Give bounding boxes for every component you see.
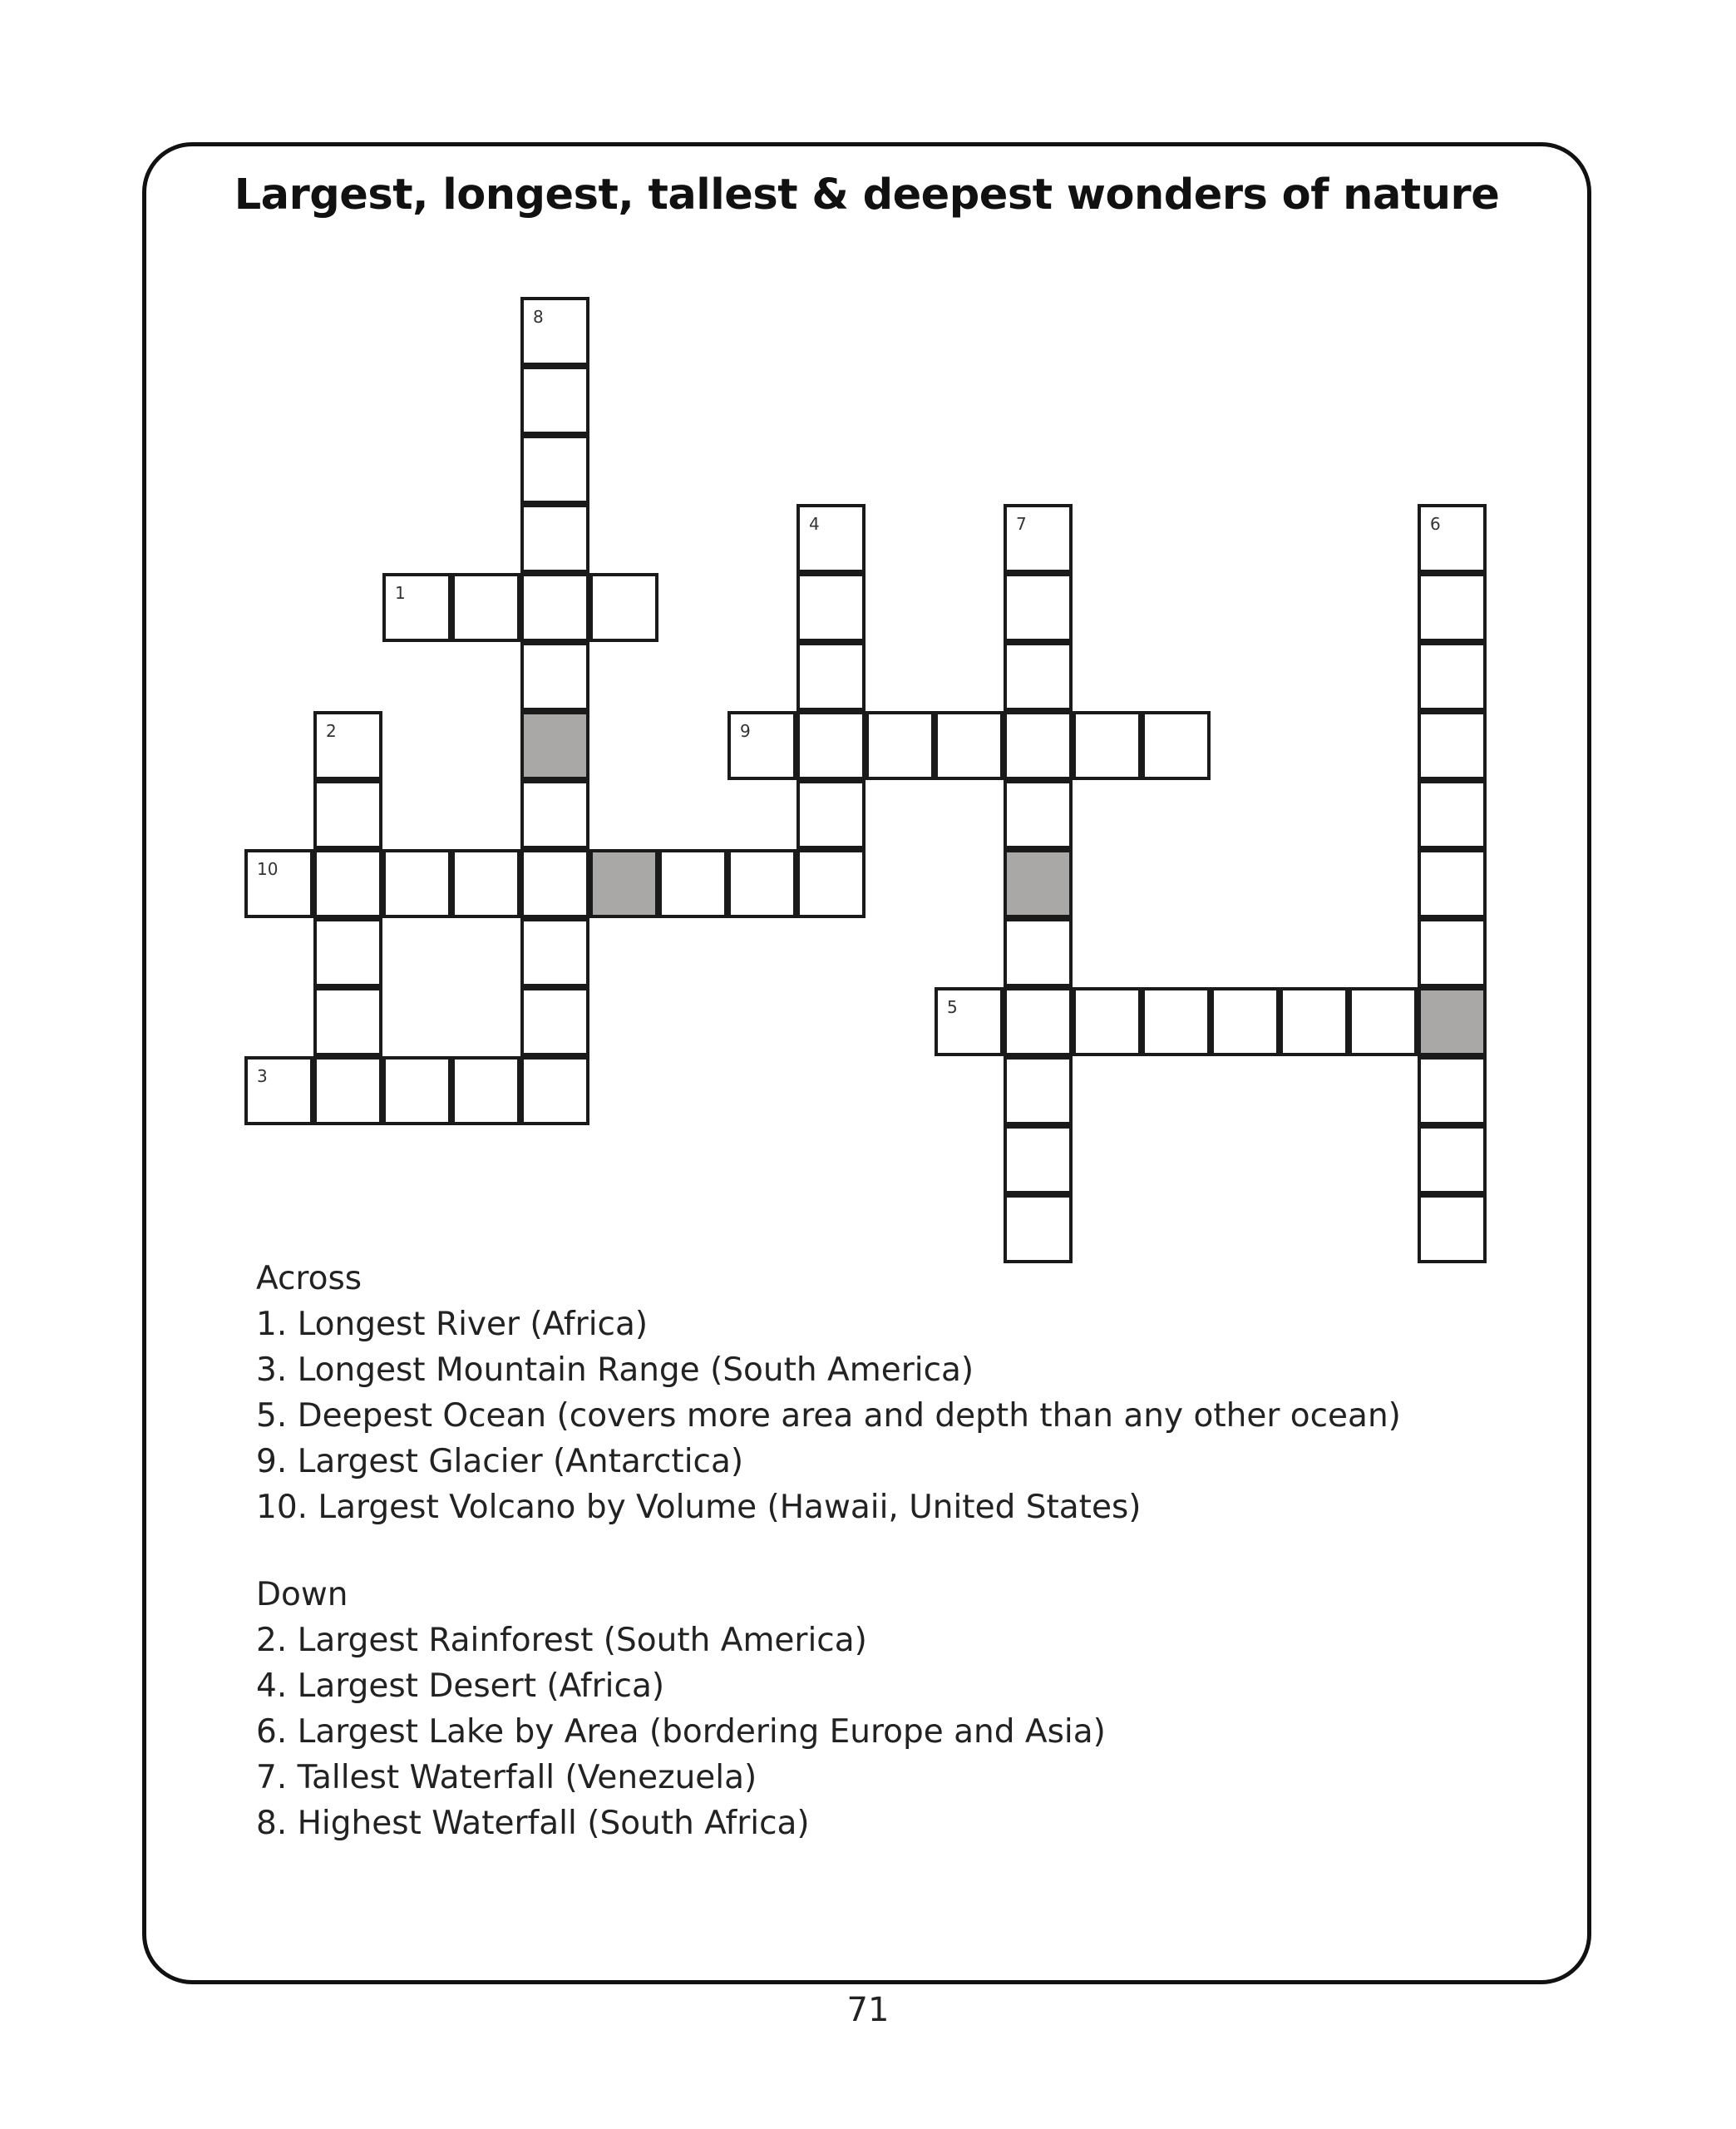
answer-cell[interactable] xyxy=(658,849,727,918)
answer-cell[interactable] xyxy=(796,642,866,711)
clue-number: 4 xyxy=(809,514,820,534)
answer-cell[interactable] xyxy=(1418,642,1487,711)
answer-cell[interactable] xyxy=(796,780,866,849)
down-clue: 8. Highest Waterfall (South Africa) xyxy=(256,1805,810,1842)
answer-cell[interactable] xyxy=(1004,987,1073,1056)
answer-cell[interactable] xyxy=(1418,1194,1487,1263)
answer-cell[interactable] xyxy=(313,987,382,1056)
answer-cell[interactable] xyxy=(727,849,796,918)
answer-cell[interactable] xyxy=(1073,987,1142,1056)
answer-cell[interactable] xyxy=(244,849,313,918)
across-heading: Across xyxy=(256,1260,362,1297)
answer-cell[interactable] xyxy=(382,573,451,642)
answer-cell[interactable] xyxy=(796,573,866,642)
down-clue: 4. Largest Desert (Africa) xyxy=(256,1667,665,1705)
answer-cell[interactable] xyxy=(313,1056,382,1125)
clue-number: 10 xyxy=(257,859,279,879)
answer-cell[interactable] xyxy=(382,849,451,918)
clues-panel xyxy=(256,1256,1401,1846)
answer-cell[interactable] xyxy=(520,918,589,987)
shaded-cell xyxy=(1004,849,1073,918)
puzzle-title: Largest, longest, tallest & deepest wonders of nature xyxy=(234,170,1500,220)
answer-cell[interactable] xyxy=(1004,573,1073,642)
answer-cell[interactable] xyxy=(796,504,866,573)
answer-cell[interactable] xyxy=(520,642,589,711)
across-clue: 10. Largest Volcano by Volume (Hawaii, United States) xyxy=(256,1489,1142,1526)
answer-cell[interactable] xyxy=(520,297,589,366)
answer-cell[interactable] xyxy=(727,711,796,780)
clue-number: 1 xyxy=(395,583,406,603)
answer-cell[interactable] xyxy=(1004,780,1073,849)
answer-cell[interactable] xyxy=(451,1056,520,1125)
answer-cell[interactable] xyxy=(1418,780,1487,849)
down-clue: 6. Largest Lake by Area (bordering Europe and Asia) xyxy=(256,1713,1106,1751)
across-clue: 1. Longest River (Africa) xyxy=(256,1306,649,1343)
down-clue: 2. Largest Rainforest (South America) xyxy=(256,1622,867,1659)
across-clue: 3. Longest Mountain Range (South America) xyxy=(256,1351,974,1389)
answer-cell[interactable] xyxy=(935,987,1004,1056)
answer-cell[interactable] xyxy=(1073,711,1142,780)
answer-cell[interactable] xyxy=(1004,1194,1073,1263)
answer-cell[interactable] xyxy=(313,849,382,918)
answer-cell[interactable] xyxy=(1418,1056,1487,1125)
answer-cell[interactable] xyxy=(1142,987,1211,1056)
clue-number: 8 xyxy=(533,307,544,327)
answer-cell[interactable] xyxy=(1211,987,1280,1056)
answer-cell[interactable] xyxy=(1418,1125,1487,1194)
answer-cell[interactable] xyxy=(796,711,866,780)
shaded-cell xyxy=(520,711,589,780)
clue-number: 6 xyxy=(1430,514,1441,534)
answer-cell[interactable] xyxy=(313,918,382,987)
answer-cell[interactable] xyxy=(866,711,935,780)
clue-number: 5 xyxy=(947,997,958,1017)
answer-cell[interactable] xyxy=(589,573,658,642)
answer-cell[interactable] xyxy=(520,849,589,918)
answer-cell[interactable] xyxy=(520,504,589,573)
clue-number: 2 xyxy=(326,721,337,741)
answer-cell[interactable] xyxy=(520,1056,589,1125)
clue-number: 3 xyxy=(257,1066,268,1086)
answer-cell[interactable] xyxy=(313,711,382,780)
answer-cell[interactable] xyxy=(520,987,589,1056)
clue-spacer xyxy=(256,1530,1401,1572)
answer-cell[interactable] xyxy=(520,780,589,849)
answer-cell[interactable] xyxy=(1004,918,1073,987)
answer-cell[interactable] xyxy=(1004,711,1073,780)
across-clue-list xyxy=(256,1302,1401,1530)
shaded-cell xyxy=(589,849,658,918)
down-clue-list xyxy=(256,1618,1401,1846)
across-clue: 5. Deepest Ocean (covers more area and depth than any other ocean) xyxy=(256,1397,1401,1435)
answer-cell[interactable] xyxy=(1004,504,1073,573)
down-heading: Down xyxy=(256,1576,348,1613)
answer-cell[interactable] xyxy=(313,780,382,849)
answer-cell[interactable] xyxy=(1004,1125,1073,1194)
answer-cell[interactable] xyxy=(382,1056,451,1125)
answer-cell[interactable] xyxy=(1418,849,1487,918)
answer-cell[interactable] xyxy=(520,366,589,435)
answer-cell[interactable] xyxy=(520,435,589,504)
answer-cell[interactable] xyxy=(451,849,520,918)
answer-cell[interactable] xyxy=(1349,987,1418,1056)
answer-cell[interactable] xyxy=(1418,504,1487,573)
answer-cell[interactable] xyxy=(1004,642,1073,711)
answer-cell[interactable] xyxy=(1418,711,1487,780)
across-clue: 9. Largest Glacier (Antarctica) xyxy=(256,1443,744,1480)
shaded-cell xyxy=(1418,987,1487,1056)
clue-number: 9 xyxy=(740,721,751,741)
down-clue: 7. Tallest Waterfall (Venezuela) xyxy=(256,1759,757,1796)
answer-cell[interactable] xyxy=(1418,918,1487,987)
clue-number: 7 xyxy=(1016,514,1027,534)
answer-cell[interactable] xyxy=(935,711,1004,780)
answer-cell[interactable] xyxy=(1004,1056,1073,1125)
answer-cell[interactable] xyxy=(1142,711,1211,780)
page-number: 71 xyxy=(846,1991,890,2029)
answer-cell[interactable] xyxy=(244,1056,313,1125)
answer-cell[interactable] xyxy=(520,573,589,642)
answer-cell[interactable] xyxy=(796,849,866,918)
answer-cell[interactable] xyxy=(1280,987,1349,1056)
answer-cell[interactable] xyxy=(451,573,520,642)
answer-cell[interactable] xyxy=(1418,573,1487,642)
